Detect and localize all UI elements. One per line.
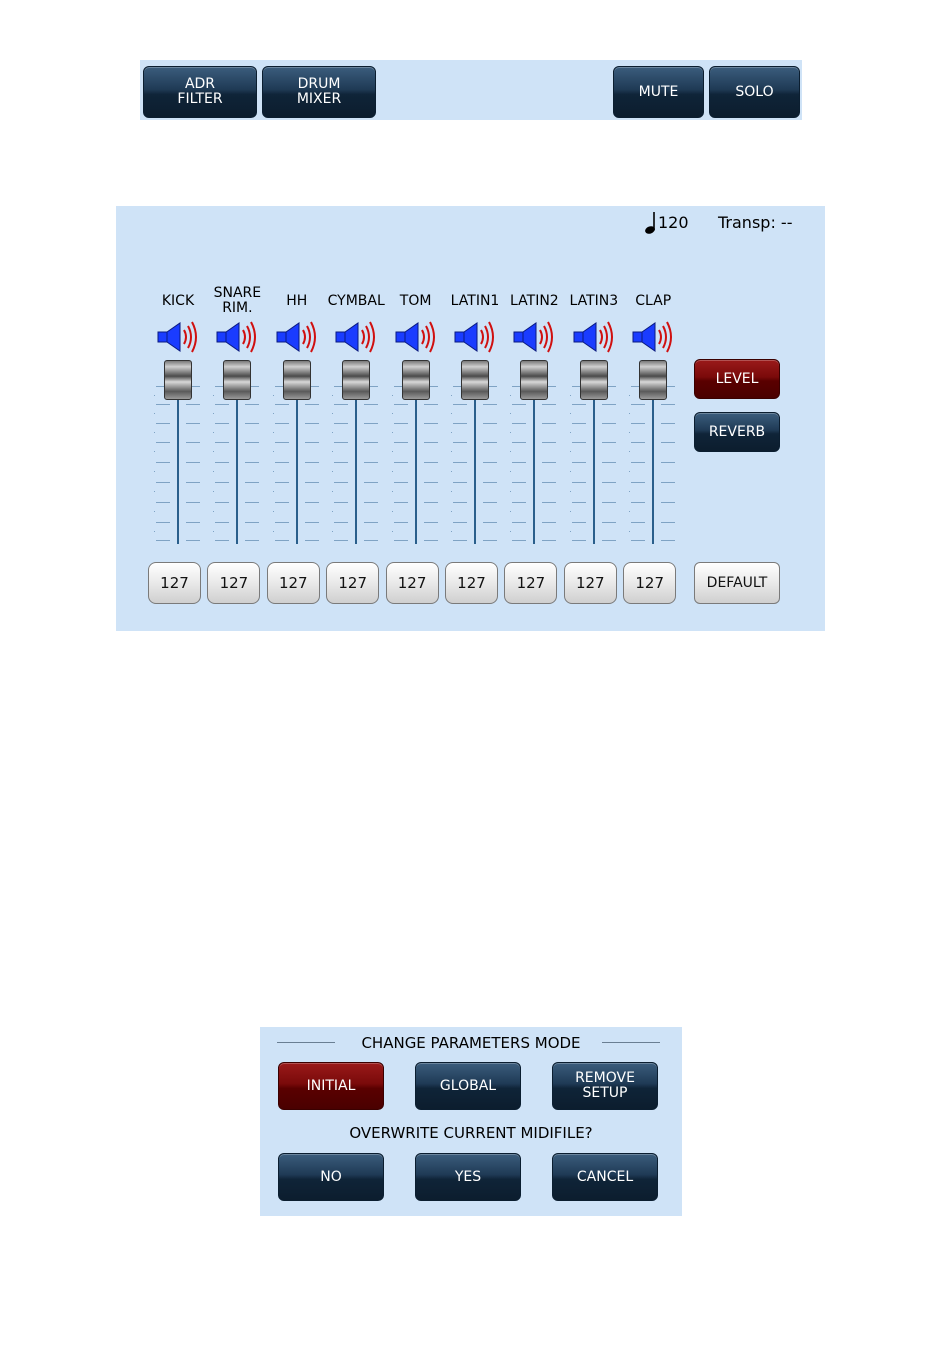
fader-scale-tick xyxy=(215,482,229,483)
fader-scale-tick xyxy=(424,404,438,405)
fader-scale-tick xyxy=(275,540,289,541)
fader-scale-tick xyxy=(215,502,229,503)
fader-scale-tick xyxy=(334,404,348,405)
fader-scale-dot xyxy=(629,531,630,532)
fader-scale-tick xyxy=(215,462,229,463)
fader-scale-tick xyxy=(275,482,289,483)
channel-strip xyxy=(564,206,624,626)
fader-scale-dot xyxy=(451,531,452,532)
channel-name: TOM xyxy=(399,293,432,309)
channel-strip xyxy=(148,206,208,626)
drum-mixer-button[interactable]: DRUM MIXER xyxy=(262,66,376,118)
fader-scale-tick xyxy=(394,482,408,483)
fader-scale-dot xyxy=(213,471,214,472)
fader-scale-dot xyxy=(392,432,393,433)
fader-scale-tick xyxy=(453,404,467,405)
fader-scale-tick xyxy=(631,423,645,424)
speaker-icon[interactable] xyxy=(215,319,263,355)
fader-knob[interactable] xyxy=(223,360,251,400)
fader-scale-tick xyxy=(542,540,556,541)
channel-strip xyxy=(207,206,267,626)
fader-scale-tick xyxy=(364,442,378,443)
fader-scale-dot xyxy=(570,451,571,452)
fader-scale-tick xyxy=(334,423,348,424)
fader-scale-tick xyxy=(186,522,200,523)
fader-scale-tick xyxy=(661,462,675,463)
fader-scale-tick xyxy=(364,540,378,541)
speaker-icon[interactable] xyxy=(453,319,501,355)
fader-scale-tick xyxy=(453,522,467,523)
fader-scale-tick xyxy=(453,502,467,503)
fader-scale-tick xyxy=(275,462,289,463)
fader-scale-tick xyxy=(631,404,645,405)
fader-scale-dot xyxy=(213,491,214,492)
fader-scale-dot xyxy=(510,451,511,452)
fader-scale-dot xyxy=(451,511,452,512)
fader-scale-tick xyxy=(602,522,616,523)
fader-scale-dot xyxy=(332,413,333,414)
global-button[interactable]: GLOBAL xyxy=(415,1062,521,1110)
fader-scale-tick xyxy=(364,462,378,463)
channel-strip xyxy=(504,206,564,626)
mute-button[interactable]: MUTE xyxy=(613,66,704,118)
fader-scale-tick xyxy=(542,462,556,463)
fader-scale-tick xyxy=(186,540,200,541)
fader-scale-dot xyxy=(154,471,155,472)
fader-scale-dot xyxy=(629,511,630,512)
fader-scale-tick xyxy=(305,502,319,503)
fader-scale-dot xyxy=(510,395,511,396)
fader-scale-dot xyxy=(392,451,393,452)
fader-scale-tick xyxy=(156,482,170,483)
fader-scale-tick xyxy=(305,423,319,424)
fader-scale-tick xyxy=(661,404,675,405)
fader-scale-tick xyxy=(186,462,200,463)
fader-scale-tick xyxy=(364,502,378,503)
fader-scale-tick xyxy=(394,462,408,463)
fader-scale-dot xyxy=(273,451,274,452)
fader-scale-tick xyxy=(661,502,675,503)
fader-scale-tick xyxy=(215,423,229,424)
fader-scale-tick xyxy=(602,423,616,424)
channel-name: HH xyxy=(286,293,308,309)
fader-scale-tick xyxy=(215,442,229,443)
fader-scale-dot xyxy=(629,491,630,492)
fader-scale-tick xyxy=(245,482,259,483)
fader-scale-tick xyxy=(334,522,348,523)
fader-scale-dot xyxy=(392,413,393,414)
fader-scale-dot xyxy=(154,451,155,452)
fader-scale-tick xyxy=(305,442,319,443)
fader-scale-tick xyxy=(453,423,467,424)
fader-scale-tick xyxy=(602,442,616,443)
fader-scale-tick xyxy=(572,540,586,541)
channel-strip xyxy=(623,206,683,626)
fader-scale-dot xyxy=(332,491,333,492)
fader-scale-tick xyxy=(305,482,319,483)
fader-scale-dot xyxy=(213,511,214,512)
fader-scale-dot xyxy=(451,451,452,452)
fader-scale-tick xyxy=(424,522,438,523)
fader-scale-tick xyxy=(156,540,170,541)
fader-scale-dot xyxy=(629,432,630,433)
fader-scale-tick xyxy=(542,482,556,483)
fader-scale-dot xyxy=(154,413,155,414)
default-button[interactable]: DEFAULT xyxy=(694,562,780,604)
top-toolbar xyxy=(140,60,802,120)
fader-scale-tick xyxy=(334,540,348,541)
fader-scale-dot xyxy=(273,531,274,532)
fader-scale-tick xyxy=(186,404,200,405)
tempo-value: 120 xyxy=(658,213,689,232)
fader-scale-dot xyxy=(510,511,511,512)
fader-scale-tick xyxy=(186,482,200,483)
fader-knob[interactable] xyxy=(164,360,192,400)
fader-scale-dot xyxy=(570,413,571,414)
fader-scale-tick xyxy=(572,404,586,405)
fader-scale-tick xyxy=(483,540,497,541)
fader-scale-tick xyxy=(394,442,408,443)
channel-name: CLAP xyxy=(635,293,672,309)
fader-scale-tick xyxy=(631,482,645,483)
title-rule-right xyxy=(602,1042,660,1043)
fader-scale-dot xyxy=(510,491,511,492)
fader-scale-tick xyxy=(661,522,675,523)
fader-scale-dot xyxy=(392,471,393,472)
fader-scale-tick xyxy=(305,540,319,541)
fader-scale-tick xyxy=(512,522,526,523)
fader-scale-tick xyxy=(394,423,408,424)
fader-scale-tick xyxy=(364,482,378,483)
channel-value-button[interactable]: 127 xyxy=(267,562,320,604)
change-parameters-dialog xyxy=(260,1027,682,1216)
fader-scale-dot xyxy=(273,432,274,433)
speaker-icon[interactable] xyxy=(512,319,560,355)
fader-scale-tick xyxy=(661,442,675,443)
fader-scale-tick xyxy=(245,404,259,405)
fader-scale-tick xyxy=(245,540,259,541)
fader-scale-dot xyxy=(570,471,571,472)
fader-scale-dot xyxy=(332,511,333,512)
fader-scale-dot xyxy=(451,491,452,492)
fader-scale-tick xyxy=(483,462,497,463)
fader-scale-dot xyxy=(629,451,630,452)
channel-value-button[interactable]: 127 xyxy=(386,562,439,604)
fader-scale-tick xyxy=(186,442,200,443)
channel-value-button[interactable]: 127 xyxy=(326,562,379,604)
solo-button[interactable]: SOLO xyxy=(709,66,800,118)
fader-scale-dot xyxy=(213,413,214,414)
fader-scale-tick xyxy=(661,482,675,483)
fader-scale-dot xyxy=(332,531,333,532)
fader-scale-dot xyxy=(451,432,452,433)
fader-scale-dot xyxy=(451,413,452,414)
fader-scale-dot xyxy=(213,432,214,433)
channel-name: LATIN1 xyxy=(450,293,500,309)
fader-scale-dot xyxy=(332,395,333,396)
fader-scale-tick xyxy=(602,540,616,541)
reverb-button[interactable]: REVERB xyxy=(694,412,780,452)
channel-strip xyxy=(267,206,327,626)
channel-value-button[interactable]: 127 xyxy=(445,562,498,604)
fader-scale-tick xyxy=(275,404,289,405)
speaker-icon[interactable] xyxy=(156,319,204,355)
fader-scale-dot xyxy=(392,491,393,492)
fader-scale-tick xyxy=(394,502,408,503)
fader-scale-dot xyxy=(154,531,155,532)
fader-scale-tick xyxy=(156,502,170,503)
fader-scale-dot xyxy=(510,471,511,472)
fader-scale-dot xyxy=(570,491,571,492)
cancel-button[interactable]: CANCEL xyxy=(552,1153,658,1201)
fader-scale-tick xyxy=(305,462,319,463)
channel-name: LATIN3 xyxy=(569,293,619,309)
fader-scale-tick xyxy=(334,462,348,463)
fader-scale-tick xyxy=(424,540,438,541)
transpose-readout: Transp: -- xyxy=(718,213,793,232)
fader-scale-tick xyxy=(424,442,438,443)
fader-knob[interactable] xyxy=(520,360,548,400)
fader-knob[interactable] xyxy=(461,360,489,400)
fader-scale-dot xyxy=(629,471,630,472)
fader-scale-tick xyxy=(334,502,348,503)
fader-scale-dot xyxy=(154,395,155,396)
channel-value-button[interactable]: 127 xyxy=(623,562,676,604)
fader-scale-tick xyxy=(364,423,378,424)
fader-scale-tick xyxy=(512,462,526,463)
remove-setup-button[interactable]: REMOVE SETUP xyxy=(552,1062,658,1110)
fader-scale-tick xyxy=(512,442,526,443)
fader-scale-tick xyxy=(424,462,438,463)
fader-scale-tick xyxy=(215,404,229,405)
channel-name: CYMBAL xyxy=(327,293,385,309)
fader-scale-dot xyxy=(273,395,274,396)
fader-scale-tick xyxy=(661,423,675,424)
fader-knob[interactable] xyxy=(283,360,311,400)
level-button[interactable]: LEVEL xyxy=(694,359,780,399)
fader-scale-tick xyxy=(245,462,259,463)
fader-scale-dot xyxy=(629,413,630,414)
overwrite-question: OVERWRITE CURRENT MIDIFILE? xyxy=(349,1124,593,1142)
fader-scale-dot xyxy=(154,432,155,433)
channel-name: LATIN2 xyxy=(510,293,559,309)
fader-scale-dot xyxy=(273,511,274,512)
fader-scale-tick xyxy=(453,540,467,541)
fader-scale-tick xyxy=(483,404,497,405)
channel-strip xyxy=(326,206,386,626)
fader-scale-tick xyxy=(602,502,616,503)
fader-knob[interactable] xyxy=(580,360,608,400)
fader-scale-tick xyxy=(661,540,675,541)
fader-scale-tick xyxy=(424,423,438,424)
fader-scale-tick xyxy=(572,502,586,503)
fader-scale-dot xyxy=(510,531,511,532)
no-button[interactable]: NO xyxy=(278,1153,384,1201)
fader-scale-dot xyxy=(392,531,393,532)
fader-scale-tick xyxy=(542,442,556,443)
channel-strip xyxy=(445,206,505,626)
drum-mixer-panel xyxy=(116,206,825,631)
fader-scale-dot xyxy=(629,395,630,396)
fader-scale-tick xyxy=(394,540,408,541)
fader-scale-dot xyxy=(570,511,571,512)
dialog-title: CHANGE PARAMETERS MODE xyxy=(361,1034,581,1052)
fader-scale-tick xyxy=(275,423,289,424)
fader-scale-dot xyxy=(213,531,214,532)
fader-scale-tick xyxy=(631,462,645,463)
fader-scale-dot xyxy=(510,432,511,433)
fader-scale-tick xyxy=(542,522,556,523)
fader-scale-tick xyxy=(602,482,616,483)
fader-scale-tick xyxy=(512,482,526,483)
fader-scale-tick xyxy=(453,442,467,443)
fader-scale-dot xyxy=(570,395,571,396)
fader-scale-tick xyxy=(334,442,348,443)
fader-scale-tick xyxy=(453,482,467,483)
fader-scale-tick xyxy=(156,404,170,405)
fader-scale-tick xyxy=(572,522,586,523)
fader-scale-tick xyxy=(572,423,586,424)
fader-scale-tick xyxy=(364,404,378,405)
fader-scale-tick xyxy=(305,404,319,405)
channel-value-button[interactable]: 127 xyxy=(207,562,260,604)
adr-filter-button[interactable]: ADR FILTER xyxy=(143,66,257,118)
fader-knob[interactable] xyxy=(402,360,430,400)
fader-scale-dot xyxy=(154,511,155,512)
channel-name: SNARE RIM. xyxy=(213,285,262,316)
fader-scale-dot xyxy=(392,511,393,512)
fader-scale-dot xyxy=(332,471,333,472)
fader-scale-tick xyxy=(186,502,200,503)
fader-scale-tick xyxy=(394,522,408,523)
fader-scale-dot xyxy=(154,491,155,492)
fader-scale-tick xyxy=(572,442,586,443)
fader-knob[interactable] xyxy=(639,360,667,400)
fader-scale-tick xyxy=(631,540,645,541)
fader-scale-tick xyxy=(602,462,616,463)
fader-scale-tick xyxy=(572,462,586,463)
fader-scale-tick xyxy=(602,404,616,405)
fader-scale-tick xyxy=(364,522,378,523)
fader-scale-tick xyxy=(245,423,259,424)
fader-scale-dot xyxy=(510,413,511,414)
fader-scale-dot xyxy=(332,451,333,452)
fader-scale-tick xyxy=(156,522,170,523)
fader-scale-dot xyxy=(332,432,333,433)
fader-scale-tick xyxy=(186,423,200,424)
fader-scale-tick xyxy=(156,462,170,463)
yes-button[interactable]: YES xyxy=(415,1153,521,1201)
fader-scale-tick xyxy=(512,502,526,503)
speaker-icon[interactable] xyxy=(394,319,442,355)
fader-scale-tick xyxy=(631,522,645,523)
fader-scale-tick xyxy=(572,482,586,483)
initial-button[interactable]: INITIAL xyxy=(278,1062,384,1110)
speaker-icon[interactable] xyxy=(572,319,620,355)
fader-scale-dot xyxy=(392,395,393,396)
fader-scale-tick xyxy=(245,442,259,443)
channel-value-button[interactable]: 127 xyxy=(504,562,557,604)
speaker-icon[interactable] xyxy=(275,319,323,355)
fader-scale-tick xyxy=(156,442,170,443)
fader-scale-tick xyxy=(215,522,229,523)
fader-scale-tick xyxy=(275,522,289,523)
fader-scale-tick xyxy=(483,522,497,523)
fader-scale-tick xyxy=(305,522,319,523)
fader-scale-dot xyxy=(213,395,214,396)
fader-scale-tick xyxy=(483,423,497,424)
channel-name: KICK xyxy=(161,293,195,309)
fader-scale-tick xyxy=(512,404,526,405)
fader-scale-tick xyxy=(631,442,645,443)
speaker-icon[interactable] xyxy=(631,319,679,355)
fader-scale-tick xyxy=(156,423,170,424)
fader-scale-tick xyxy=(512,540,526,541)
fader-scale-dot xyxy=(273,471,274,472)
fader-scale-tick xyxy=(483,502,497,503)
fader-scale-tick xyxy=(245,502,259,503)
fader-scale-tick xyxy=(483,442,497,443)
fader-scale-dot xyxy=(273,491,274,492)
fader-scale-dot xyxy=(213,451,214,452)
fader-scale-tick xyxy=(215,540,229,541)
fader-scale-tick xyxy=(334,482,348,483)
fader-knob[interactable] xyxy=(342,360,370,400)
speaker-icon[interactable] xyxy=(334,319,382,355)
fader-scale-tick xyxy=(245,522,259,523)
fader-scale-tick xyxy=(542,502,556,503)
fader-scale-dot xyxy=(451,471,452,472)
fader-scale-tick xyxy=(512,423,526,424)
fader-scale-dot xyxy=(273,413,274,414)
fader-scale-tick xyxy=(542,423,556,424)
fader-scale-tick xyxy=(483,482,497,483)
fader-scale-tick xyxy=(394,404,408,405)
fader-scale-dot xyxy=(570,432,571,433)
fader-scale-dot xyxy=(570,531,571,532)
fader-scale-tick xyxy=(631,502,645,503)
channel-value-button[interactable]: 127 xyxy=(148,562,201,604)
fader-scale-tick xyxy=(424,502,438,503)
fader-scale-tick xyxy=(542,404,556,405)
fader-scale-tick xyxy=(275,442,289,443)
fader-scale-tick xyxy=(275,502,289,503)
fader-scale-dot xyxy=(451,395,452,396)
channel-strip xyxy=(386,206,446,626)
fader-scale-tick xyxy=(453,462,467,463)
channel-value-button[interactable]: 127 xyxy=(564,562,617,604)
fader-scale-tick xyxy=(424,482,438,483)
